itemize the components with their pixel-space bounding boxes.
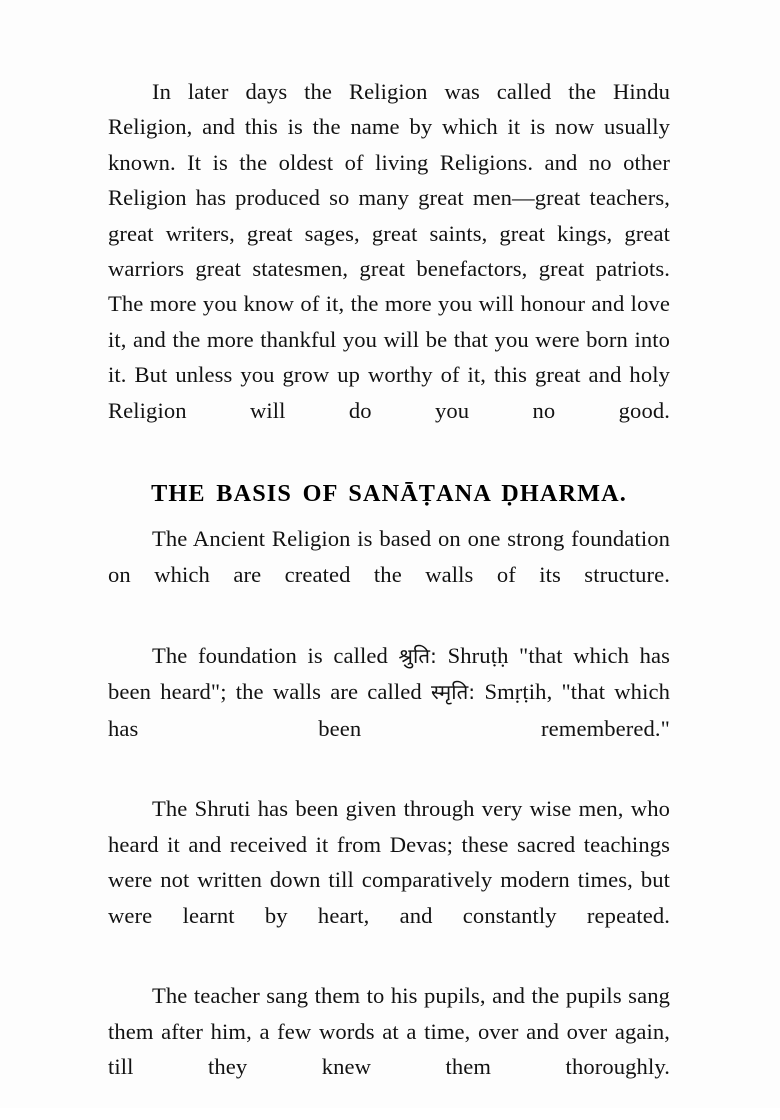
text-column (108, 74, 670, 1120)
devanagari-word-smriti: स्मृति: (430, 680, 476, 705)
paragraph-shruti-smriti-definition (108, 638, 670, 782)
paragraph-teacher-sang: The teacher sang them to his pupils, and the pupils sang them after him, a few words at a time, over and over again, till they knew them thoroughly. (108, 983, 670, 1080)
paragraph-ancient-religion-foundation: The Ancient Religion is based on one strong foundation on which are created the walls of its structure. (108, 526, 670, 587)
devanagari-word-shruti: श्रुति: (398, 643, 438, 668)
shruti-text-run-3: Smṛṭih, "that which has been remembered." (108, 679, 670, 741)
heading-basis-of-sanatana-dharma: THE BASIS OF SANĀṬANA ḌHARMA. (151, 480, 627, 508)
shruti-text-run-1: The foundation is called (152, 642, 399, 668)
shruti-text-run-2: Shruṭḥ "that which has been heard"; the walls are called (108, 642, 670, 705)
paragraph-shruti-transmission: The Shruti has been given through very wise men, who heard it and received it from Devas; these sacred teachings were not written down till comparatively modern times, but were learnt by heart, and constantly repeated. (108, 796, 670, 928)
paragraph-hindu-religion: In later days the Religion was called the Hindu Religion, and this is the name by which it is now usually known. It is the oldest of living Religions. and no other Religion has produced so many great men—great teachers, great writers, great sages, great saints, great kings, great warriors great statesmen, great benefactors, great patriots. The more you know of it, the more you will honour and love it, and the more thankful you will be that you were born into it. But unless you grow up worthy of it, this great and holy Religion will do you no good. (108, 79, 670, 423)
